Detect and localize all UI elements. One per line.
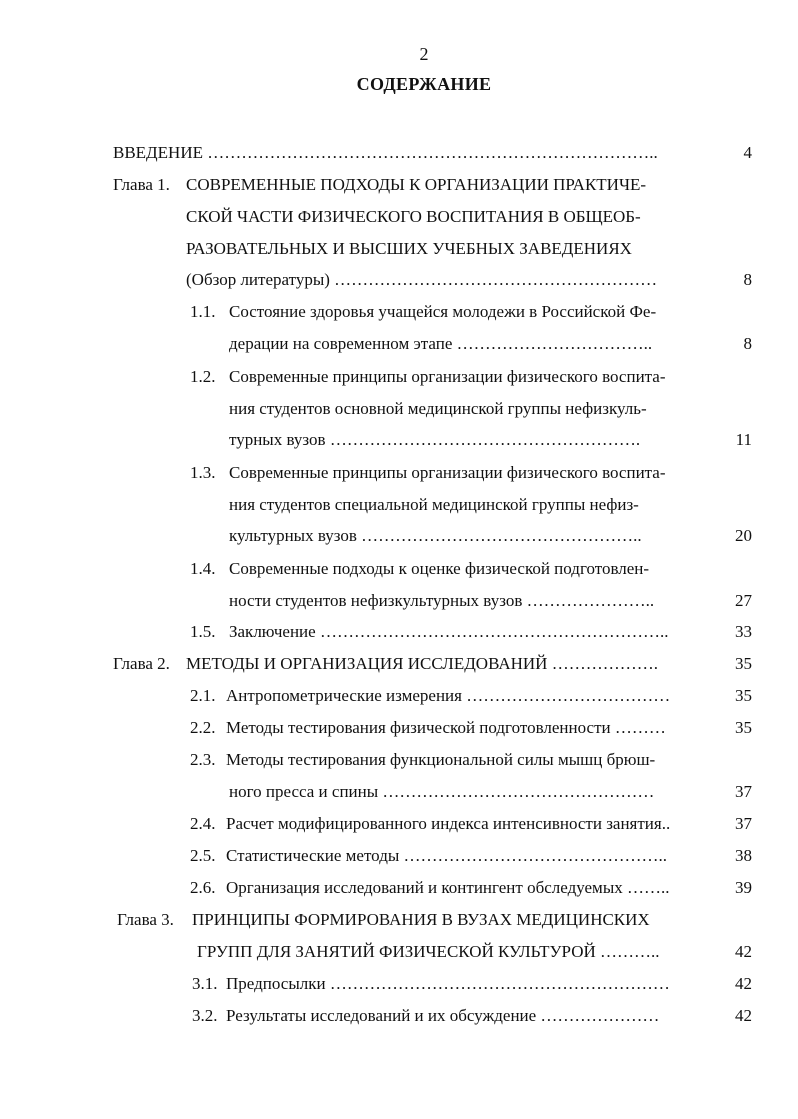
toc-chapter-2-title[interactable]: МЕТОДЫ И ОРГАНИЗАЦИЯ ИССЛЕДОВАНИЙ ………………. (186, 654, 658, 673)
toc-section-2-2[interactable]: Методы тестирования физической подготовленности ……… (226, 718, 666, 737)
toc-chapter-1-title[interactable]: СОВРЕМЕННЫЕ ПОДХОДЫ К ОРГАНИЗАЦИИ ПРАКТИЧЕ- (186, 175, 647, 194)
toc-page-number: 27 (735, 591, 752, 610)
toc-chapter-1-title-cont[interactable]: (Обзор литературы) ………………………………………………… (186, 270, 658, 289)
toc-section-prefix: 2.1. (190, 686, 216, 705)
toc-section-1-2-cont[interactable]: турных вузов ………………………………………………. (229, 430, 641, 449)
toc-page-number: 4 (743, 143, 752, 162)
toc-page-number: 38 (735, 846, 752, 865)
toc-chapter-1-prefix: Глава 1. (113, 175, 170, 194)
page-number: 2 (419, 44, 429, 64)
toc-page-number: 11 (735, 430, 752, 449)
toc-chapter-3-title-cont[interactable]: ГРУПП ДЛЯ ЗАНЯТИЙ ФИЗИЧЕСКОЙ КУЛЬТУРОЙ ……….. (197, 942, 660, 961)
toc-section-prefix: 1.4. (190, 559, 216, 578)
toc-section-1-3[interactable]: Современные принципы организации физического воспита- (229, 463, 666, 482)
toc-chapter-1-title-cont[interactable]: СКОЙ ЧАСТИ ФИЗИЧЕСКОГО ВОСПИТАНИЯ В ОБЩЕОБ- (186, 207, 641, 226)
toc-page-number: 35 (735, 718, 752, 737)
toc-section-prefix: 3.1. (192, 974, 218, 993)
toc-section-3-2[interactable]: Результаты исследований и их обсуждение ………………… (226, 1006, 660, 1025)
toc-section-prefix: 1.1. (190, 302, 216, 321)
toc-section-1-5[interactable]: Заключение …………………………………………………….. (229, 622, 669, 641)
toc-section-prefix: 1.3. (190, 463, 216, 482)
toc-chapter-3-title[interactable]: ПРИНЦИПЫ ФОРМИРОВАНИЯ В ВУЗАХ МЕДИЦИНСКИХ (192, 910, 650, 929)
toc-section-2-1[interactable]: Антропометрические измерения ……………………………… (226, 686, 671, 705)
toc-page-number: 33 (735, 622, 752, 641)
toc-section-prefix: 1.5. (190, 622, 216, 641)
toc-page-number: 42 (735, 942, 752, 961)
toc-section-3-1[interactable]: Предпосылки …………………………………………………… (226, 974, 670, 993)
toc-section-1-2-cont[interactable]: ния студентов основной медицинской группы нефизкуль- (229, 399, 647, 418)
toc-section-2-5[interactable]: Статистические методы ……………………………………….. (226, 846, 668, 865)
toc-section-prefix: 2.5. (190, 846, 216, 865)
toc-section-prefix: 2.2. (190, 718, 216, 737)
toc-page-number: 8 (743, 270, 752, 289)
toc-section-2-6[interactable]: Организация исследований и контингент обследуемых …….. (226, 878, 670, 897)
page-title: СОДЕРЖАНИЕ (356, 74, 492, 94)
toc-page-number: 35 (735, 686, 752, 705)
toc-page-number: 35 (735, 654, 752, 673)
toc-page-number: 39 (735, 878, 752, 897)
toc-chapter-3-prefix: Глава 3. (117, 910, 174, 929)
toc-section-1-3-cont[interactable]: культурных вузов ………………………………………….. (229, 526, 642, 545)
toc-section-1-4-cont[interactable]: ности студентов нефизкультурных вузов ………………….. (229, 591, 655, 610)
toc-section-1-3-cont[interactable]: ния студентов специальной медицинской группы нефиз- (229, 495, 639, 514)
toc-section-prefix: 2.3. (190, 750, 216, 769)
toc-page-number: 20 (735, 526, 752, 545)
toc-section-prefix: 3.2. (192, 1006, 218, 1025)
toc-section-2-4[interactable]: Расчет модифицированного индекса интенсивности занятия.. (226, 814, 671, 833)
toc-section-1-4[interactable]: Современные подходы к оценке физической подготовлен- (229, 559, 650, 578)
toc-section-prefix: 2.6. (190, 878, 216, 897)
toc-page-number: 37 (735, 782, 752, 801)
toc-chapter-2-prefix: Глава 2. (113, 654, 170, 673)
toc-page-number: 42 (735, 974, 752, 993)
toc-entry-introduction[interactable]: ВВЕДЕНИЕ …………………………………………………………………….. (113, 143, 658, 162)
toc-chapter-1-title-cont[interactable]: РАЗОВАТЕЛЬНЫХ И ВЫСШИХ УЧЕБНЫХ ЗАВЕДЕНИЯХ (186, 239, 632, 258)
toc-section-1-1[interactable]: Состояние здоровья учащейся молодежи в Российской Фе- (229, 302, 657, 321)
toc-page-number: 42 (735, 1006, 752, 1025)
toc-section-prefix: 2.4. (190, 814, 216, 833)
toc-section-1-2[interactable]: Современные принципы организации физического воспита- (229, 367, 666, 386)
toc-section-1-1-cont[interactable]: дерации на современном этапе …………………………….. (229, 334, 653, 353)
toc-section-2-3-cont[interactable]: ного пресса и спины ………………………………………… (229, 782, 655, 801)
toc-page-number: 37 (735, 814, 752, 833)
toc-section-prefix: 1.2. (190, 367, 216, 386)
toc-page-number: 8 (743, 334, 752, 353)
toc-section-2-3[interactable]: Методы тестирования функциональной силы мышц брюш- (226, 750, 656, 769)
